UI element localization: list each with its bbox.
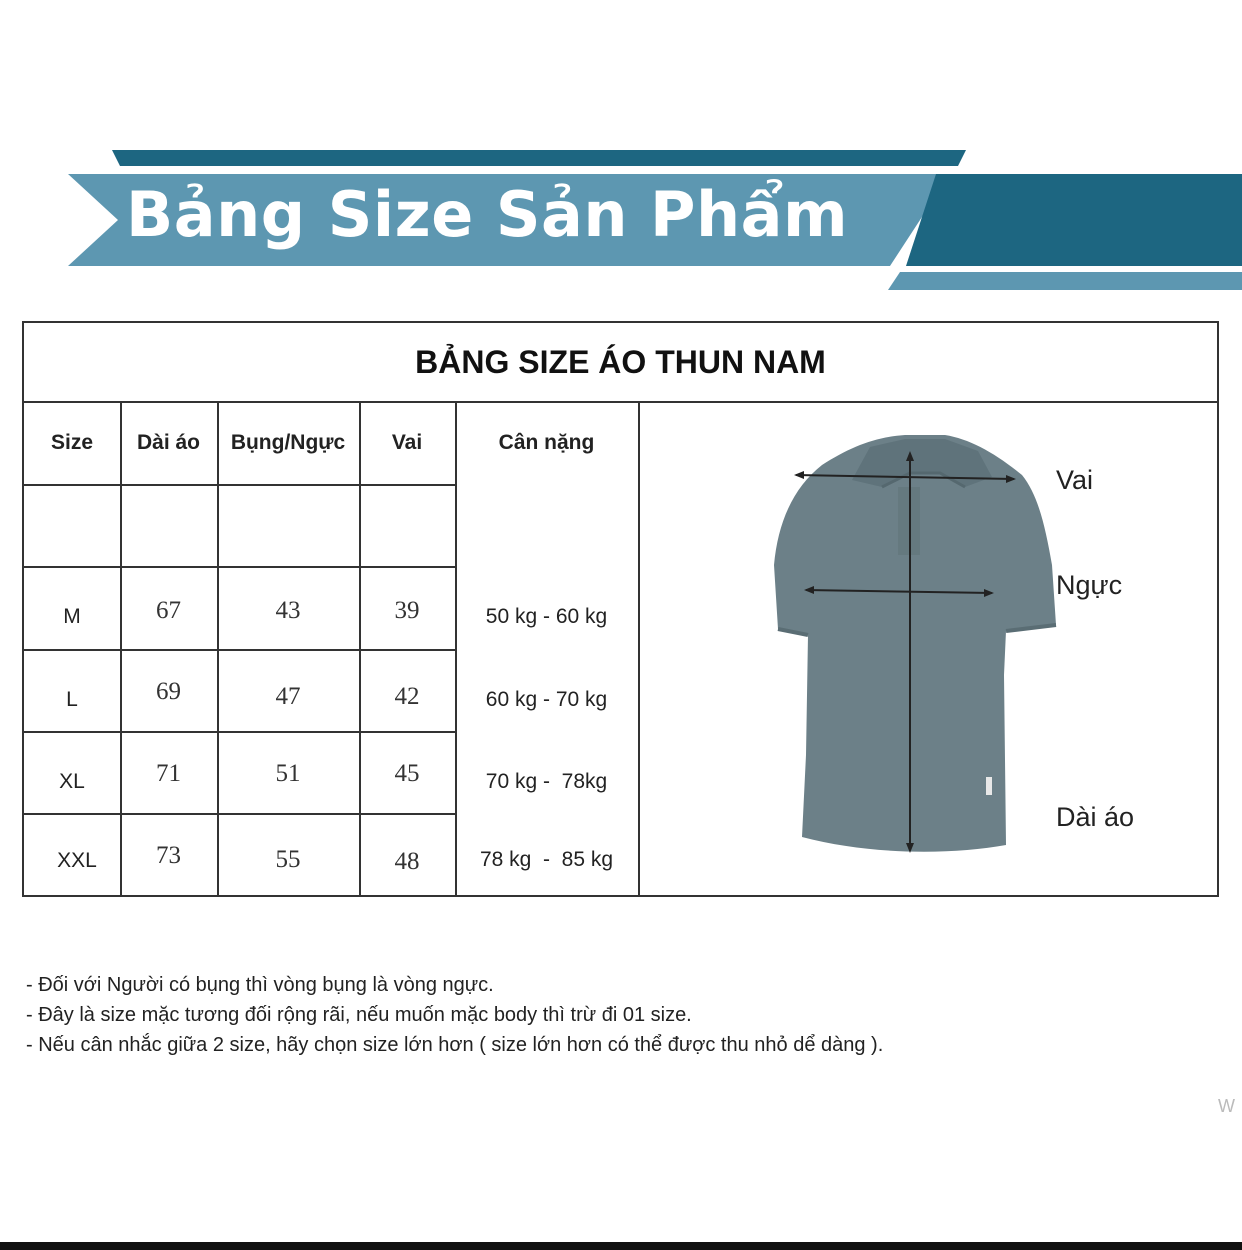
header-size: Size (50, 431, 94, 454)
note-item: - Đối với Người có bụng thì vòng bụng là vòng ngực. (26, 974, 494, 996)
table-cell-size: XXL (57, 849, 97, 872)
bottom-bar (0, 1242, 1242, 1250)
table-row-divider (24, 649, 455, 651)
header-can-nang: Cân nặng (498, 431, 595, 454)
table-cell-can-nang: 50 kg - 60 kg (485, 605, 608, 628)
polo-shirt-icon (760, 425, 1070, 865)
note-item: - Nếu cân nhắc giữa 2 size, hãy chọn size lớn hơn ( size lớn hơn có thể được thu nhỏ dể dàng ). (26, 1034, 884, 1056)
table-cell-size: L (66, 688, 78, 711)
table-divider (455, 403, 457, 897)
table-cell-dai-ao: 69 (156, 678, 181, 705)
table-row-divider (24, 484, 455, 486)
table-cell-vai: 45 (394, 760, 420, 787)
header-dai-ao: Dài áo (136, 431, 201, 454)
table-cell-vai: 48 (394, 848, 420, 875)
label-dai-ao: Dài áo (1056, 802, 1135, 832)
table-cell-bung-nguc: 43 (275, 597, 301, 624)
table-cell-can-nang: 60 kg - 70 kg (485, 688, 608, 711)
note-item: - Đây là size mặc tương đối rộng rãi, nếu muốn mặc body thì trừ đi 01 size. (26, 1004, 692, 1026)
banner-top-stripe (112, 150, 966, 166)
banner-title: Bảng Size Sản Phẩm (126, 178, 849, 251)
table-cell-dai-ao: 73 (156, 842, 181, 869)
header-vai: Vai (391, 431, 423, 454)
label-nguc: Ngực (1056, 570, 1123, 600)
label-vai: Vai (1056, 465, 1094, 495)
table-cell-size: XL (59, 770, 85, 793)
table-row-divider (24, 813, 455, 815)
table-cell-bung-nguc: 51 (275, 760, 301, 787)
table-divider (638, 403, 640, 897)
table-row-divider (24, 731, 455, 733)
table-cell-vai: 39 (394, 597, 420, 624)
table-title: BẢNG SIZE ÁO THUN NAM (24, 323, 1217, 403)
table-cell-can-nang: 78 kg - 85 kg (479, 848, 614, 871)
banner-bottom-stripe (888, 272, 1242, 290)
notes-list (26, 970, 1026, 1060)
table-cell-bung-nguc: 55 (275, 846, 301, 873)
table-cell-bung-nguc: 47 (275, 683, 301, 710)
watermark-text: W (1218, 1096, 1235, 1116)
table-cell-vai: 42 (394, 683, 420, 710)
table-row-divider (24, 566, 455, 568)
table-cell-can-nang: 70 kg - 78kg (485, 770, 608, 793)
table-cell-dai-ao: 71 (156, 760, 181, 787)
table-cell-dai-ao: 67 (156, 597, 181, 624)
header-bung-nguc: Bụng/Ngực (230, 431, 346, 454)
table-cell-size: M (63, 605, 81, 628)
banner-dark-block (906, 174, 1242, 266)
